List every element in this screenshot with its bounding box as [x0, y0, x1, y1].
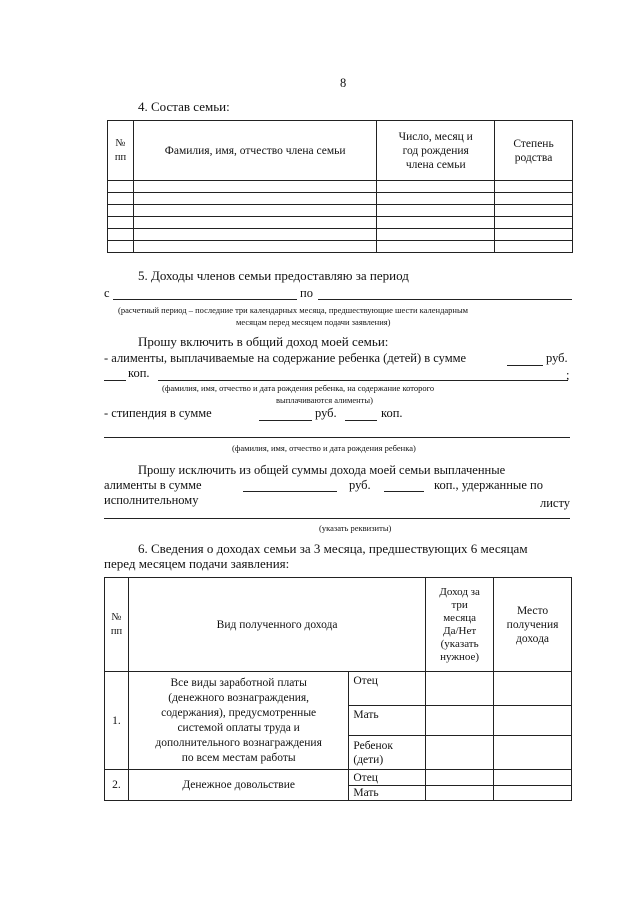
col-header-birth-date: Число, месяц и год рождения члена семьи [377, 121, 495, 181]
table-cell[interactable] [494, 672, 572, 706]
stipend-text: - стипендия в сумме [104, 406, 212, 420]
stipend-kop-field[interactable] [345, 420, 377, 421]
col-header-relationship: Степень родства [495, 121, 573, 181]
table-cell[interactable] [495, 241, 573, 253]
exclude-rub-label: руб. [349, 478, 371, 492]
row-1-member-father: Отец [349, 672, 426, 706]
alimony-kop-label: коп. [128, 366, 150, 380]
period-note-line2: месяцам перед месяцем подачи заявления) [236, 317, 391, 327]
table-cell[interactable] [108, 229, 134, 241]
period-from-field[interactable] [113, 299, 297, 300]
row-2-number: 2. [105, 770, 129, 801]
alimony-note-line1: (фамилия, имя, отчество и дата рождения ребенка, на содержание которого [162, 383, 435, 393]
col-header-income-place: Место получения дохода [494, 578, 572, 672]
semicolon: ; [566, 368, 570, 382]
family-rows [108, 181, 573, 253]
period-to-field[interactable] [318, 299, 572, 300]
exclude-line-1: Прошу исключить из общей суммы дохода моей семьи выплаченные [138, 463, 506, 477]
table-cell[interactable] [494, 770, 572, 786]
table-cell[interactable] [495, 181, 573, 193]
section-4-title: 4. Состав семьи: [138, 99, 230, 114]
income-table [104, 577, 572, 801]
table-cell[interactable] [377, 181, 495, 193]
table-cell[interactable] [133, 229, 376, 241]
table-cell[interactable] [495, 193, 573, 205]
child-note: (фамилия, имя, отчество и дата рождения ребенка) [232, 443, 416, 453]
table-cell[interactable] [133, 205, 376, 217]
table-cell[interactable] [377, 205, 495, 217]
alimony-note-line2: выплачиваются алименты) [276, 395, 373, 405]
table-cell[interactable] [426, 736, 494, 770]
section-6-title-line1: 6. Сведения о доходах семьи за 3 месяца, предшествующих 6 месяцам [138, 541, 528, 556]
stipend-child-field[interactable] [104, 437, 570, 438]
table-cell[interactable] [495, 205, 573, 217]
table-row [108, 193, 573, 205]
stipend-rub-field[interactable] [259, 420, 312, 421]
table-cell[interactable] [108, 241, 134, 253]
section-6-title-line2: перед месяцем подачи заявления: [104, 556, 290, 571]
period-note-line1: (расчетный период – последние три календарных месяца, предшествующие шести календарным [118, 305, 469, 315]
table-cell[interactable] [377, 217, 495, 229]
table-cell[interactable] [377, 193, 495, 205]
table-cell[interactable] [377, 229, 495, 241]
period-to-label: по [300, 286, 313, 300]
stipend-kop-label: коп. [381, 406, 403, 420]
section-5-title: 5. Доходы членов семьи предоставляю за период [138, 268, 409, 283]
exclude-rub-field[interactable] [243, 491, 337, 492]
row-2-member-father: Отец [349, 770, 426, 786]
table-cell[interactable] [108, 217, 134, 229]
page-number: 8 [340, 76, 347, 90]
table-cell[interactable] [133, 193, 376, 205]
table-cell[interactable] [133, 241, 376, 253]
family-composition-table [107, 120, 573, 253]
alimony-rub-label: руб. [546, 351, 568, 365]
table-cell[interactable] [133, 181, 376, 193]
table-row [105, 770, 572, 786]
alimony-child-field[interactable] [158, 380, 568, 381]
table-cell[interactable] [108, 181, 134, 193]
col-header-income-type: Вид полученного дохода [128, 578, 425, 672]
table-cell[interactable] [426, 706, 494, 736]
include-intro: Прошу включить в общий доход моей семьи: [138, 334, 389, 349]
table-row [105, 672, 572, 706]
exclude-line-3a: исполнительному [104, 493, 199, 507]
row-1-number: 1. [105, 672, 129, 770]
table-cell[interactable] [495, 229, 573, 241]
period-from-label: с [104, 286, 110, 300]
table-cell[interactable] [377, 241, 495, 253]
alimony-rub-field[interactable] [507, 365, 543, 366]
requisites-note: (указать реквизиты) [319, 523, 392, 533]
table-cell[interactable] [108, 193, 134, 205]
alimony-text: - алименты, выплачиваемые на содержание ребенка (детей) в сумме [104, 351, 467, 365]
col-header-income-3-months: Доход за три месяца Да/Нет (указать нужное) [426, 578, 494, 672]
exclude-line-2a: алименты в сумме [104, 478, 202, 492]
table-row [108, 241, 573, 253]
row-1-income-type: Все виды заработной платы (денежного вознаграждения, содержания), предусмотренные системой оплаты труда и дополнительного вознаграждения по всем местам работы [128, 672, 348, 770]
row-2-income-type: Денежное довольствие [128, 770, 348, 801]
col-header-full-name: Фамилия, имя, отчество члена семьи [133, 121, 376, 181]
table-cell[interactable] [494, 736, 572, 770]
table-cell[interactable] [133, 217, 376, 229]
table-row [108, 205, 573, 217]
col-header-number: № пп [105, 578, 129, 672]
col-header-number: № пп [108, 121, 134, 181]
exclude-kop-field[interactable] [384, 491, 424, 492]
table-cell[interactable] [108, 205, 134, 217]
row-2-member-mother: Мать [349, 786, 426, 801]
requisites-field[interactable] [104, 518, 570, 519]
row-1-member-child: Ребенок (дети) [349, 736, 426, 770]
table-cell[interactable] [426, 672, 494, 706]
table-cell[interactable] [426, 770, 494, 786]
exclude-line-3b: листу [540, 496, 571, 510]
row-1-member-mother: Мать [349, 706, 426, 736]
alimony-kop-field[interactable] [104, 380, 126, 381]
table-row [108, 217, 573, 229]
exclude-line-2c: коп., удержанные по [434, 478, 543, 492]
stipend-rub-label: руб. [315, 406, 337, 420]
table-row [108, 229, 573, 241]
table-row [108, 181, 573, 193]
table-cell[interactable] [426, 786, 494, 801]
table-cell[interactable] [494, 706, 572, 736]
table-cell[interactable] [494, 786, 572, 801]
table-cell[interactable] [495, 217, 573, 229]
